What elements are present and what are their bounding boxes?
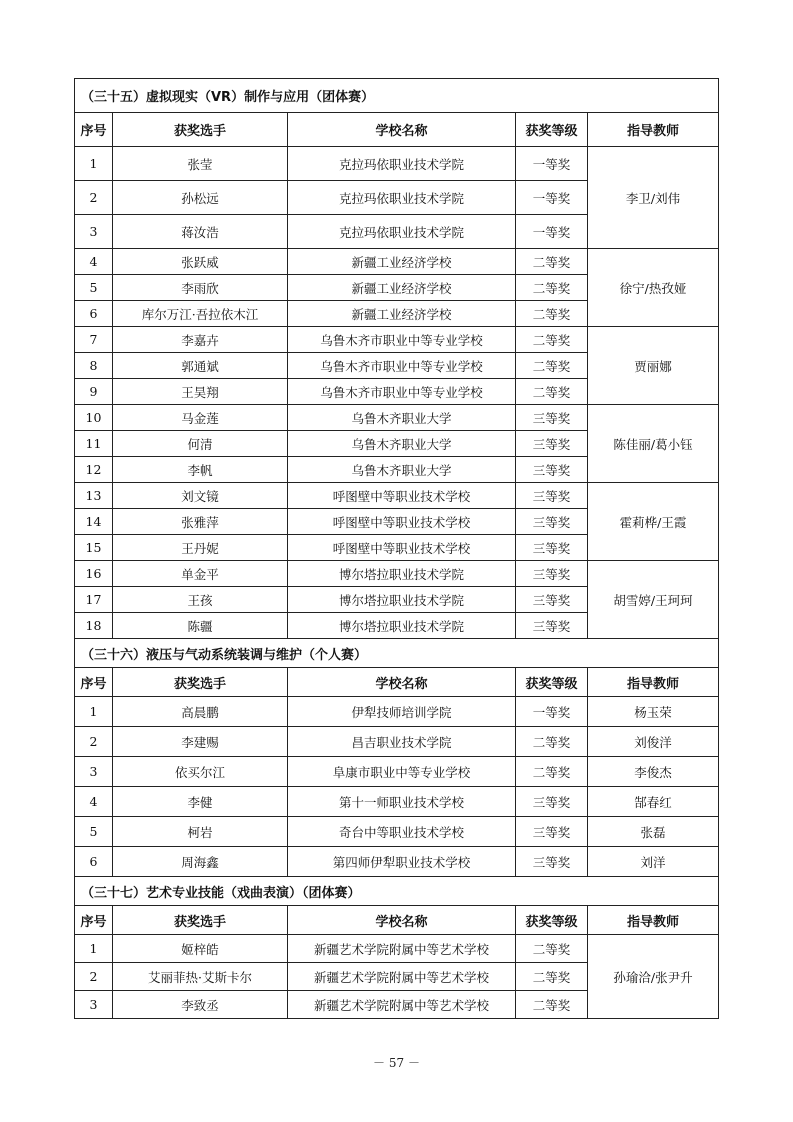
cell-award: 三等奖 (516, 787, 588, 817)
cell-index: 9 (75, 379, 113, 405)
cell-winner: 孙松远 (113, 181, 288, 215)
cell-winner: 刘文镜 (113, 483, 288, 509)
cell-index: 3 (75, 215, 113, 249)
cell-winner: 李帆 (113, 457, 288, 483)
table-row (75, 787, 719, 817)
cell-school: 博尔塔拉职业技术学院 (288, 561, 516, 587)
cell-winner: 王昊翔 (113, 379, 288, 405)
cell-award: 三等奖 (516, 535, 588, 561)
header-cell: 学校名称 (288, 906, 516, 935)
cell-winner: 李雨欣 (113, 275, 288, 301)
cell-award: 一等奖 (516, 215, 588, 249)
cell-school: 奇台中等职业技术学校 (288, 817, 516, 847)
cell-index: 3 (75, 991, 113, 1019)
cell-index: 11 (75, 431, 113, 457)
cell-index: 18 (75, 613, 113, 639)
table-row (75, 727, 719, 757)
cell-school: 新疆工业经济学校 (288, 301, 516, 327)
cell-school: 乌鲁木齐市职业中等专业学校 (288, 379, 516, 405)
cell-index: 14 (75, 509, 113, 535)
header-cell: 获奖等级 (516, 906, 588, 935)
cell-school: 新疆工业经济学校 (288, 249, 516, 275)
cell-winner: 王丹妮 (113, 535, 288, 561)
cell-teacher: 胡雪婷/王珂珂 (588, 561, 719, 639)
table-row (75, 405, 719, 431)
cell-school: 乌鲁木齐职业大学 (288, 431, 516, 457)
cell-award: 二等奖 (516, 757, 588, 787)
cell-school: 呼图壁中等职业技术学校 (288, 535, 516, 561)
cell-award: 二等奖 (516, 963, 588, 991)
cell-award: 二等奖 (516, 327, 588, 353)
cell-school: 阜康市职业中等专业学校 (288, 757, 516, 787)
cell-winner: 马金莲 (113, 405, 288, 431)
cell-index: 1 (75, 697, 113, 727)
cell-index: 2 (75, 181, 113, 215)
cell-index: 6 (75, 847, 113, 877)
cell-school: 乌鲁木齐市职业中等专业学校 (288, 353, 516, 379)
cell-winner: 姬梓皓 (113, 935, 288, 963)
header-cell: 获奖等级 (516, 113, 588, 147)
cell-teacher: 陈佳丽/葛小钰 (588, 405, 719, 483)
cell-award: 二等奖 (516, 935, 588, 963)
cell-school: 伊犁技师培训学院 (288, 697, 516, 727)
section-36 (75, 639, 719, 877)
cell-winner: 艾丽菲热·艾斯卡尔 (113, 963, 288, 991)
cell-winner: 李嘉卉 (113, 327, 288, 353)
cell-award: 二等奖 (516, 353, 588, 379)
cell-award: 二等奖 (516, 991, 588, 1019)
cell-school: 第四师伊犁职业技术学校 (288, 847, 516, 877)
cell-award: 一等奖 (516, 697, 588, 727)
cell-school: 克拉玛依职业技术学院 (288, 147, 516, 181)
cell-winner: 陈疆 (113, 613, 288, 639)
cell-award: 三等奖 (516, 847, 588, 877)
cell-winner: 李健 (113, 787, 288, 817)
cell-index: 1 (75, 935, 113, 963)
cell-award: 三等奖 (516, 509, 588, 535)
cell-award: 三等奖 (516, 561, 588, 587)
cell-award: 三等奖 (516, 587, 588, 613)
cell-school: 第十一师职业技术学校 (288, 787, 516, 817)
cell-award: 二等奖 (516, 379, 588, 405)
cell-award: 三等奖 (516, 431, 588, 457)
cell-school: 新疆艺术学院附属中等艺术学校 (288, 963, 516, 991)
cell-teacher: 李卫/刘伟 (588, 147, 719, 249)
cell-school: 新疆艺术学院附属中等艺术学校 (288, 935, 516, 963)
cell-school: 昌吉职业技术学院 (288, 727, 516, 757)
cell-school: 新疆工业经济学校 (288, 275, 516, 301)
table-row (75, 327, 719, 353)
header-cell: 获奖选手 (113, 668, 288, 697)
section-35 (75, 79, 719, 639)
cell-index: 4 (75, 787, 113, 817)
cell-teacher: 李俊杰 (588, 757, 719, 787)
cell-winner: 郭通斌 (113, 353, 288, 379)
cell-teacher: 刘洋 (588, 847, 719, 877)
cell-teacher: 徐宁/热孜娅 (588, 249, 719, 327)
cell-index: 2 (75, 727, 113, 757)
cell-winner: 单金平 (113, 561, 288, 587)
cell-teacher: 刘俊洋 (588, 727, 719, 757)
page-number: － 57 － (373, 1056, 420, 1070)
cell-school: 乌鲁木齐市职业中等专业学校 (288, 327, 516, 353)
header-cell: 序号 (75, 113, 113, 147)
header-cell: 指导教师 (588, 668, 719, 697)
cell-index: 6 (75, 301, 113, 327)
cell-winner: 周海鑫 (113, 847, 288, 877)
cell-winner: 张跃威 (113, 249, 288, 275)
cell-index: 4 (75, 249, 113, 275)
table-row (75, 483, 719, 509)
cell-school: 博尔塔拉职业技术学院 (288, 613, 516, 639)
cell-index: 1 (75, 147, 113, 181)
cell-index: 5 (75, 275, 113, 301)
cell-winner: 王孩 (113, 587, 288, 613)
header-cell: 获奖选手 (113, 113, 288, 147)
cell-winner: 依买尔江 (113, 757, 288, 787)
cell-winner: 张莹 (113, 147, 288, 181)
cell-index: 5 (75, 817, 113, 847)
cell-index: 16 (75, 561, 113, 587)
cell-winner: 李建赐 (113, 727, 288, 757)
cell-index: 12 (75, 457, 113, 483)
table-row (75, 817, 719, 847)
header-cell: 序号 (75, 906, 113, 935)
cell-school: 克拉玛依职业技术学院 (288, 181, 516, 215)
cell-award: 三等奖 (516, 457, 588, 483)
cell-teacher: 霍莉桦/王霞 (588, 483, 719, 561)
cell-winner: 李致丞 (113, 991, 288, 1019)
cell-winner: 库尔万江·吾拉依木江 (113, 301, 288, 327)
cell-winner: 何清 (113, 431, 288, 457)
header-row (75, 906, 719, 935)
cell-winner: 高晨鹏 (113, 697, 288, 727)
section-title: （三十五）虚拟现实（VR）制作与应用（团体赛） (75, 79, 719, 113)
table-row (75, 147, 719, 181)
cell-index: 17 (75, 587, 113, 613)
header-cell: 获奖等级 (516, 668, 588, 697)
cell-award: 三等奖 (516, 817, 588, 847)
table-row (75, 757, 719, 787)
header-row (75, 668, 719, 697)
cell-award: 二等奖 (516, 301, 588, 327)
cell-award: 三等奖 (516, 613, 588, 639)
table-row (75, 249, 719, 275)
cell-school: 乌鲁木齐职业大学 (288, 405, 516, 431)
cell-award: 一等奖 (516, 181, 588, 215)
cell-index: 13 (75, 483, 113, 509)
header-row (75, 113, 719, 147)
cell-index: 8 (75, 353, 113, 379)
table-row (75, 697, 719, 727)
table-row (75, 561, 719, 587)
cell-teacher: 孙瑜洽/张尹升 (588, 935, 719, 1019)
cell-index: 10 (75, 405, 113, 431)
cell-award: 二等奖 (516, 249, 588, 275)
section-37 (75, 877, 719, 1019)
cell-school: 新疆艺术学院附属中等艺术学校 (288, 991, 516, 1019)
cell-index: 3 (75, 757, 113, 787)
cell-award: 三等奖 (516, 405, 588, 431)
section-title: （三十七）艺术专业技能（戏曲表演）（团体赛） (75, 877, 719, 906)
table-row (75, 935, 719, 963)
cell-teacher: 贾丽娜 (588, 327, 719, 405)
header-cell: 获奖选手 (113, 906, 288, 935)
cell-teacher: 杨玉荣 (588, 697, 719, 727)
header-cell: 学校名称 (288, 668, 516, 697)
cell-index: 2 (75, 963, 113, 991)
cell-index: 7 (75, 327, 113, 353)
cell-teacher: 张磊 (588, 817, 719, 847)
cell-award: 二等奖 (516, 727, 588, 757)
cell-school: 呼图壁中等职业技术学校 (288, 509, 516, 535)
cell-winner: 张雅萍 (113, 509, 288, 535)
cell-school: 克拉玛依职业技术学院 (288, 215, 516, 249)
cell-school: 博尔塔拉职业技术学院 (288, 587, 516, 613)
cell-award: 二等奖 (516, 275, 588, 301)
cell-winner: 柯岩 (113, 817, 288, 847)
header-cell: 指导教师 (588, 113, 719, 147)
section-title: （三十六）液压与气动系统装调与维护（个人赛） (75, 639, 719, 668)
cell-award: 一等奖 (516, 147, 588, 181)
awards-table (74, 78, 719, 1019)
cell-teacher: 郜春红 (588, 787, 719, 817)
table-row (75, 847, 719, 877)
header-cell: 序号 (75, 668, 113, 697)
cell-index: 15 (75, 535, 113, 561)
cell-school: 乌鲁木齐职业大学 (288, 457, 516, 483)
cell-award: 三等奖 (516, 483, 588, 509)
cell-school: 呼图壁中等职业技术学校 (288, 483, 516, 509)
header-cell: 指导教师 (588, 906, 719, 935)
header-cell: 学校名称 (288, 113, 516, 147)
cell-winner: 蒋汝浩 (113, 215, 288, 249)
